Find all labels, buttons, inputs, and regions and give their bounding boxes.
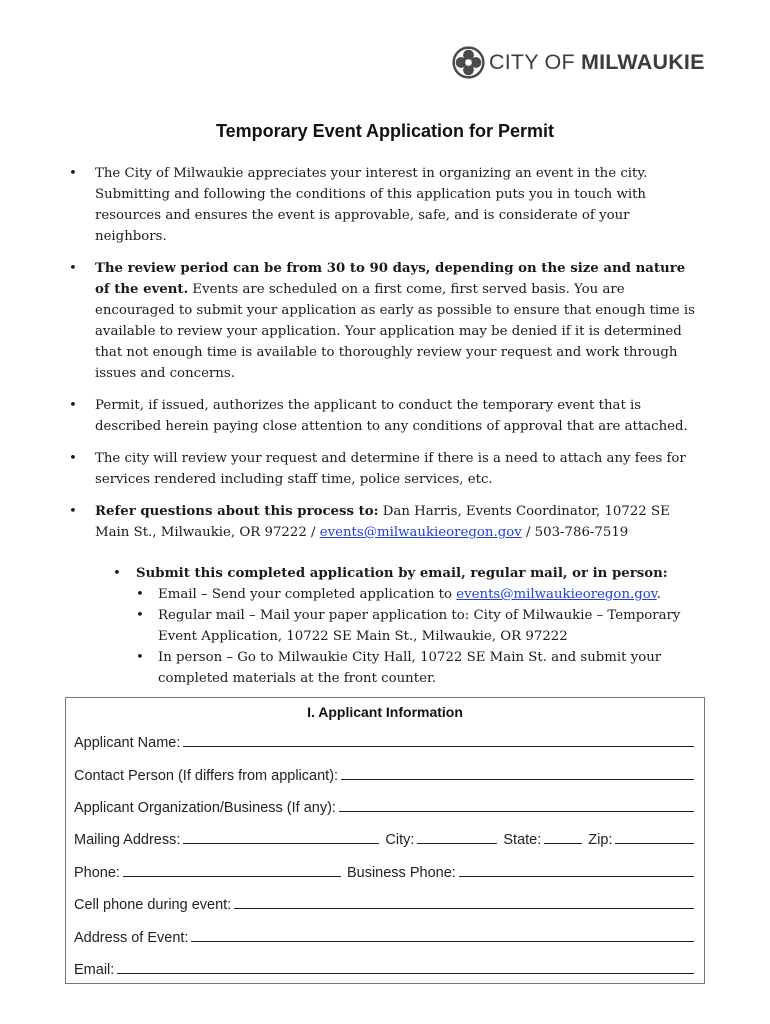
city-label: City:: [385, 832, 415, 848]
city-logo: [452, 46, 705, 79]
zip-label: Zip:: [588, 832, 613, 848]
row-phone: [74, 862, 694, 881]
row-cell-phone: [74, 894, 694, 913]
cell-phone-field[interactable]: [234, 894, 694, 909]
row-contact-person: [74, 765, 694, 784]
contact-email-link[interactable]: events@milwaukieoregon.gov: [319, 525, 522, 540]
organization-field[interactable]: [339, 797, 694, 812]
bullet-permit: • Permit, if issued, authorizes the applicant to conduct the temporary event that is described herein paying close attention to any conditions of approval that are attached.: [0, 395, 770, 437]
bullet-questions: • Refer questions about this process to: Dan Harris, Events Coordinator, 10722 SE Main St., Milwaukie, OR 97222 / events@milwaukieoregon.gov / 503-786-7519: [0, 501, 770, 543]
submit-email-link[interactable]: events@milwaukieoregon.gov: [456, 587, 657, 602]
mailing-address-field[interactable]: [183, 829, 379, 844]
bullet-dot-icon: •: [69, 504, 77, 519]
zip-field[interactable]: [615, 829, 694, 844]
contact-person-field[interactable]: [341, 765, 694, 780]
bullet-dot-icon: •: [136, 650, 144, 665]
info-bullet-list: [0, 163, 770, 554]
business-phone-field[interactable]: [459, 862, 694, 877]
state-label: State:: [503, 832, 542, 848]
phone-label: Phone:: [74, 865, 120, 881]
applicant-name-label: Applicant Name:: [74, 735, 181, 751]
event-address-label: Address of Event:: [74, 930, 189, 946]
bullet-dot-icon: •: [69, 451, 77, 466]
cell-phone-label: Cell phone during event:: [74, 897, 232, 913]
row-event-address: [74, 927, 694, 946]
city-seal-icon: [452, 46, 485, 79]
submit-in-person: • In person – Go to Milwaukie City Hall, 10722 SE Main St. and submit your completed materials at the front counter.: [0, 647, 770, 689]
submit-mail: • Regular mail – Mail your paper application to: City of Milwaukie – Temporary Event Application, 10722 SE Main St., Milwaukie, OR 97222: [0, 605, 770, 647]
bullet-dot-icon: •: [69, 166, 77, 181]
organization-label: Applicant Organization/Business (If any):: [74, 800, 336, 816]
page-title: Temporary Event Application for Permit: [215, 121, 555, 141]
logo-text: CITY OF MILWAUKIE: [489, 50, 705, 74]
row-mailing-address: [74, 829, 694, 848]
mailing-address-label: Mailing Address:: [74, 832, 181, 848]
state-field[interactable]: [544, 829, 582, 844]
bullet-dot-icon: •: [136, 587, 144, 602]
bullet-review-period: • The review period can be from 30 to 90 days, depending on the size and nature of the event. Events are scheduled on a first come, first served basis. You are encouraged to submit your application as early as possible to ensure that enough time is available to review your application. Your application may be denied if it is determined that not enough time is available to thoroughly review your request and work through issues and concerns.: [0, 258, 770, 384]
row-applicant-name: [74, 732, 694, 751]
submit-email: • Email – Send your completed application to events@milwaukieoregon.gov.: [0, 584, 770, 605]
bullet-dot-icon: •: [113, 566, 121, 581]
event-address-field[interactable]: [191, 927, 694, 942]
email-field[interactable]: [117, 959, 694, 974]
submit-heading: • Submit this completed application by email, regular mail, or in person:: [0, 563, 770, 584]
email-label: Email:: [74, 962, 115, 978]
applicant-information-form: [65, 697, 705, 984]
city-field[interactable]: [417, 829, 497, 844]
submission-methods: [0, 563, 770, 689]
form-section-heading: I. Applicant Information: [307, 704, 463, 720]
business-phone-label: Business Phone:: [346, 865, 456, 881]
phone-field[interactable]: [123, 862, 341, 877]
applicant-name-field[interactable]: [183, 732, 694, 747]
bullet-dot-icon: •: [69, 398, 77, 413]
bullet-dot-icon: •: [136, 608, 144, 623]
bullet-dot-icon: •: [69, 261, 77, 276]
bullet-fees: • The city will review your request and determine if there is a need to attach any fees for services rendered including staff time, police services, etc.: [0, 448, 770, 490]
contact-person-label: Contact Person (If differs from applicant):: [74, 768, 339, 784]
row-organization: [74, 797, 694, 816]
row-email: [74, 959, 694, 978]
bullet-appreciation: • The City of Milwaukie appreciates your interest in organizing an event in the city. Submitting and following the conditions of this application puts you in touch with resources and ensures the event is approvable, safe, and is considerate of your neighbors.: [0, 163, 770, 247]
